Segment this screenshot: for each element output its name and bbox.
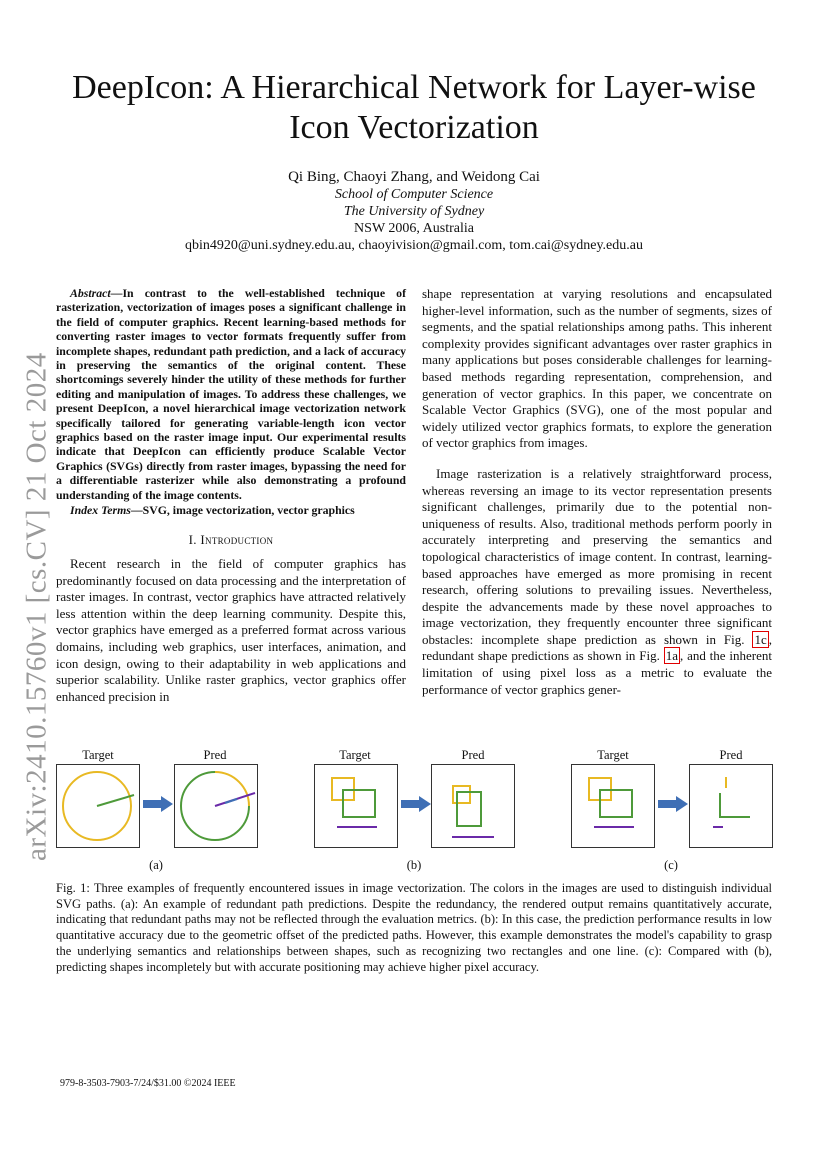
- paper-title: DeepIcon: A Hierarchical Network for Layer-wise Icon Vectorization: [72, 69, 756, 146]
- target-label: Target: [82, 748, 114, 762]
- figure-caption: Fig. 1: Three examples of frequently encountered issues in image vectorization. The colors in the images are used to distinguish individual SVG paths. (a): An example of redundant path predictions. Despite the redundancy, the rendered output remains quantitatively accurate, indicating that redundant paths may not be reflected through the evaluation metrics. (b): In this case, the prediction performance results in low quantitative accuracy due to the geometric offset of the predicted paths. However, this example demonstrates the model's capability to grasp the underlying semantics and relationships between shapes, such as recognizing two rectangles and one line. (c): Compared with (b), predicting shapes incompletely but with accurate positioning may achieve higher pixel accuracy.: [56, 881, 772, 974]
- arxiv-stamp: arXiv:2410.15760v1 [cs.CV] 21 Oct 2024: [20, 352, 53, 862]
- abstract-text: —In contrast to the well-established technique of rasterization, vectorization of images poses a significant challenge in the field of computer graphics. Recent learning-based methods for converting raster images to vector formats frequently suffer from incomplete shapes, redundant path prediction, and a lack of accuracy in preserving the semantics of the original content. These shortcomings severely hinder the utility of these methods for further editing and manipulation of images. To address these challenges, we present DeepIcon, a novel hierarchical image vectorization network specifically tailored for generating variable-length icon vector graphics based on the raster image input. Our experimental results indicate that DeepIcon can efficiently produce Scalable Vector Graphics (SVGs) directly from raster images, bypassing the need for a differentiable rasterizer while also demonstrating a profound understanding of the image contents.: [56, 286, 406, 502]
- affiliation-location: NSW 2006, Australia: [354, 221, 474, 236]
- abstract-lead: Abstract: [70, 286, 111, 300]
- target-image: [314, 764, 398, 848]
- index-terms-lead: Index Terms: [70, 503, 131, 518]
- index-terms-text: —SVG, image vectorization, vector graphics: [130, 503, 355, 518]
- right-paragraph-1: shape representation at varying resolutions and encapsulated higher-level information, such as the number of segments, sizes of segments, and the spatial relationships among paths. This inherent complexity provides significant advantages over raster graphics in many applications but poses considerable challenges for learning-based methods regarding representation, comprehension, and generation of vector graphics. In this paper, we concentrate on Scalable Vector Graphics (SVG), one of the most popular and widely utilized vector graphics formats, to explore the generation of vector graphics from images.: [422, 286, 772, 451]
- right-paragraph-2-part1: Image rasterization is a relatively straightforward process, whereas reversing an image to its vector representation presents significant challenges, primarily due to the potential non-uniqueness of results. Also, traditional methods perform poorly in accurately interpreting and preserving the semantics and topological characteristics of image content. In contrast, learning-based approaches have emerged as more promising in recent research, offering solutions to prevailing issues. Nevertheless, despite the advancements made by these novel approaches to image vectorization, they frequently encounter three significant obstacles: incomplete shape prediction as shown in Fig.: [422, 465, 772, 647]
- section-heading-introduction: I. Introduction: [188, 531, 274, 547]
- affiliation-school: School of Computer Science: [334, 187, 494, 202]
- target-image: [56, 764, 140, 848]
- pred-image: [431, 764, 515, 848]
- panel-sublabel: (b): [406, 858, 422, 872]
- right-paragraph-2-part2: , redundant shape predictions as shown in Fig.: [422, 631, 772, 664]
- pred-label: Pred: [719, 748, 743, 762]
- pred-label: Pred: [203, 748, 227, 762]
- affiliation-university: The University of Sydney: [343, 204, 485, 219]
- figure-panel-c: [571, 748, 811, 878]
- figure-ref-1a[interactable]: 1a: [665, 648, 678, 664]
- index-terms: [56, 503, 406, 517]
- right-paragraph-2: [422, 466, 772, 698]
- figure-1: [56, 748, 772, 878]
- intro-paragraph-1: Recent research in the field of computer graphics has predominantly focused on data processing and the interpretation of raster images. In contrast, vector graphics have attracted relatively less attention within the deep learning community. Despite this, vector graphics have emerged as a preferred format across various domains, including web graphics, user interfaces, animation, and icon design, owing to their adaptability in web applications and superior scalability. Unlike raster graphics, vector graphics offer enhanced precision in: [56, 556, 406, 704]
- pred-image: [689, 764, 773, 848]
- arrow-icon: [658, 796, 688, 812]
- copyright-footer: 979-8-3503-7903-7/24/$31.00 ©2024 IEEE: [60, 1078, 236, 1089]
- target-label: Target: [597, 748, 629, 762]
- figure-panel-a: [56, 748, 296, 878]
- author-emails: qbin4920@uni.sydney.edu.au, chaoyivision@gmail.com, tom.cai@sydney.edu.au: [185, 238, 643, 253]
- panel-sublabel: (a): [149, 858, 163, 872]
- line-path: [97, 795, 134, 806]
- arrow-icon: [401, 796, 431, 812]
- arrow-icon: [143, 796, 173, 812]
- target-image: [571, 764, 655, 848]
- figure-ref-1c[interactable]: 1c: [754, 631, 767, 647]
- line-path-blue: [225, 799, 237, 803]
- abstract: [56, 286, 406, 502]
- figure-panel-b: [314, 748, 554, 878]
- target-label: Target: [339, 748, 371, 762]
- right-paragraph-2-part3: , and the inherent limitation of using pixel loss as a metric to evaluate the performance of vector graphics gener-: [422, 648, 772, 697]
- panel-sublabel: (c): [664, 858, 678, 872]
- pred-image: [174, 764, 258, 848]
- right-column: [422, 286, 772, 698]
- left-column: [56, 286, 406, 705]
- pred-label: Pred: [461, 748, 485, 762]
- author-names: Qi Bing, Chaoyi Zhang, and Weidong Cai: [288, 169, 540, 185]
- author-block: [100, 168, 728, 254]
